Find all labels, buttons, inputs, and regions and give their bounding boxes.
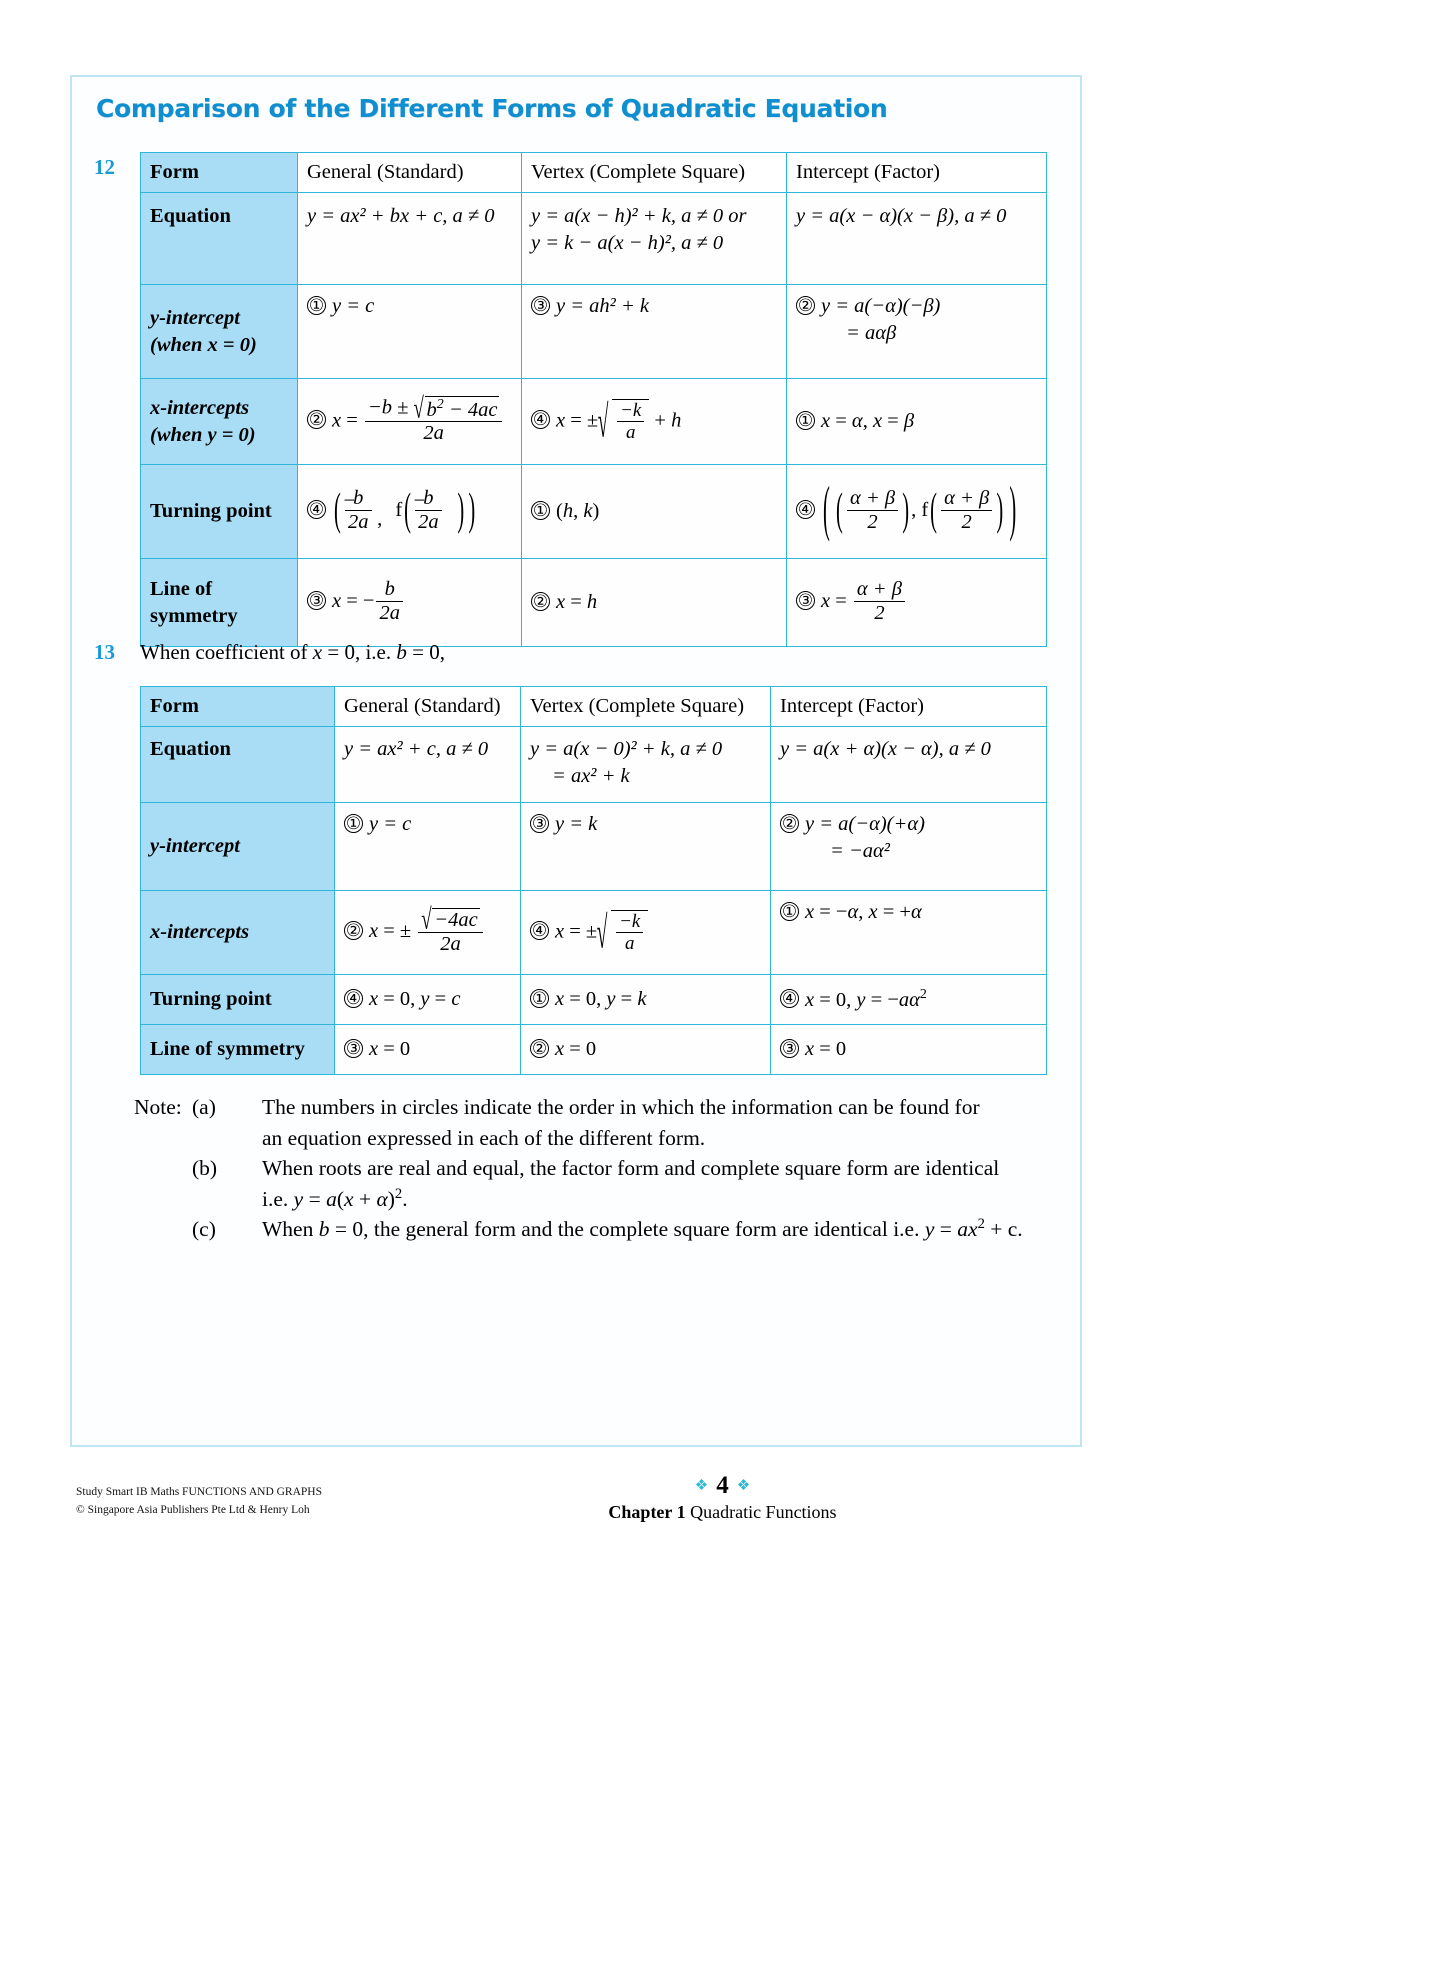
item-13-text: When coefficient of x = 0, i.e. b = 0, [140,640,445,664]
order-circle-4: ④ [345,989,362,1009]
table-row-y-intercept [141,285,1047,379]
quadratic-forms-table-2 [140,686,1047,1075]
notes-block [134,1092,1054,1245]
table1-x-intercepts-vertex: ④ x = ± √ $\frac{-k}{a}$ + h [522,379,787,465]
table2-y-intercept-vertex: ③ y = k [521,803,771,891]
table2-equation-intercept: y = a(x + α)(x − α), a ≠ 0 [771,727,1047,803]
table1-label-line-of-symmetry [141,559,298,647]
table-row-header [141,153,1047,193]
table1-line-of-symmetry-vertex: ② x = h [522,559,787,647]
note-a-line1: The numbers in circles indicate the order in which the information can be found for [262,1095,980,1119]
footer-center [0,1472,1445,1523]
note-tag-c: (c) [192,1217,216,1242]
table2-line-of-symmetry-general: ③ x = 0 [335,1025,521,1075]
item-number-13: 13 [94,640,115,664]
table2-turning-point-vertex: ① x = 0, y = k [521,975,771,1025]
table-row-turning-point [141,975,1047,1025]
table2-header-vertex: Vertex (Complete Square) [521,687,771,727]
table1-label-turning-point: Turning point [141,465,298,559]
table1-equation-intercept: y = a(x − α)(x − β), a ≠ 0 [787,193,1047,285]
table2-x-intercepts-vertex: ④ x = ± √ $\frac{-k}{a}$ [521,891,771,975]
table1-label-x-intercepts [141,379,298,465]
note-tag-a: (a) [192,1095,216,1119]
table2-label-y-intercept: y-intercept [141,803,335,891]
table2-x-intercepts-general: ② x = ± √ $\frac{-4ac}{2a}$ [335,891,521,975]
order-circle-2: ② [781,814,798,834]
order-circle-3: ③ [532,296,549,316]
table-row-x-intercepts [141,891,1047,975]
diamond-icon-right: ❖ [736,1478,751,1494]
table1-header-vertex: Vertex (Complete Square) [522,153,787,193]
table2-y-intercept-intercept: ② y = a(−α)(+α) = −aα² [771,803,1047,891]
table1-line-of-symmetry-general: ③ x = − $\frac{b}{2a}$ [298,559,522,647]
notes-spacer-c [134,1214,192,1245]
x-intercepts-label-line1: x-intercepts [150,396,250,419]
chapter-title: Quadratic Functions [690,1502,837,1522]
table1-header-form: Form [141,153,298,193]
order-circle-2: ② [532,592,549,612]
table-row-y-intercept [141,803,1047,891]
line-symmetry-label-line1: Line of [150,577,213,600]
order-circle-4: ④ [532,410,549,430]
x-intercepts-label-line2: (when y = 0) [150,423,256,446]
y-intercept-label-line2: (when x = 0) [150,333,257,356]
order-circle-1: ① [308,296,325,316]
note-tag-b: (b) [192,1156,218,1181]
note-b-line2: i.e. $y = a(x + \alpha)^2$. [262,1185,408,1211]
table2-label-turning-point: Turning point [141,975,335,1025]
order-circle-3: ③ [531,814,548,834]
notes-spacer-b [134,1153,192,1214]
note-a-line2: an equation expressed in each of the different form. [262,1125,706,1150]
table1-x-intercepts-intercept: ① x = α, x = β [787,379,1047,465]
page-number-row [0,1472,1445,1500]
table1-equation-vertex: y = a(x − h)² + k, a ≠ 0 or y = k − a(x − h)², a ≠ 0 [522,193,787,285]
table-row-equation [141,193,1047,285]
table2-y-intercept-general: ① y = c [335,803,521,891]
table-row-turning-point [141,465,1047,559]
table1-turning-point-general: ④ ( $\frac{b}{2a}$ −, f ( $\frac{b}{2a}$ − ) ) [298,465,522,559]
order-circle-4: ④ [797,500,814,520]
table2-equation-general: y = ax² + c, a ≠ 0 [335,727,521,803]
footer-book-title: Study Smart IB Maths FUNCTIONS AND GRAPHS [76,1486,323,1498]
table1-x-intercepts-general: ② x = $\frac{-b \pm √ b^2 - 4ac}{2a}$ [298,379,522,465]
table2-header-intercept: Intercept (Factor) [771,687,1047,727]
order-circle-3: ③ [781,1039,798,1059]
order-circle-3: ③ [308,591,325,611]
table2-header-general: General (Standard) [335,687,521,727]
table-row-header [141,687,1047,727]
footer-copyright: © Singapore Asia Publishers Pte Ltd & Henry Loh [76,1503,310,1516]
page-title: Comparison of the Different Forms of Quadratic Equation [96,94,888,123]
table2-label-line-of-symmetry: Line of symmetry [141,1025,335,1075]
y-intercept-label-line1: y-intercept [150,306,240,329]
table1-equation-general: y = ax² + bx + c, a ≠ 0 [298,193,522,285]
order-circle-1: ① [531,989,548,1009]
order-circle-3: ③ [797,591,814,611]
table1-label-equation: Equation [141,193,298,285]
order-circle-2: ② [531,1039,548,1059]
order-circle-3: ③ [345,1039,362,1059]
table-row-line-of-symmetry [141,1025,1047,1075]
table1-turning-point-intercept: ④ ( ( $\frac{\alpha + \beta}{2}$ ) , f ( $\frac{\alpha + \beta}{2}$ ) ) [787,465,1047,559]
table2-turning-point-general: ④ x = 0, y = c [335,975,521,1025]
order-circle-1: ① [345,814,362,834]
order-circle-4: ④ [531,921,548,941]
note-item-c [134,1214,1054,1245]
quadratic-forms-table-1 [140,152,1047,647]
table1-label-y-intercept [141,285,298,379]
table2-x-intercepts-intercept: ① x = −α, x = +α [771,891,1047,975]
table2-label-x-intercepts: x-intercepts [141,891,335,975]
order-circle-1: ① [781,902,798,922]
order-circle-2: ② [797,296,814,316]
line-symmetry-label-line2: symmetry [150,604,238,627]
order-circle-2: ② [308,410,325,430]
table2-turning-point-intercept: ④ x = 0, $y = -a\alpha^2$ [771,975,1047,1025]
table1-line-of-symmetry-intercept: ③ x = $\frac{\alpha + \beta}{2}$ [787,559,1047,647]
order-circle-4: ④ [308,500,325,520]
notes-heading: Note: [134,1095,182,1119]
table-row-x-intercepts [141,379,1047,465]
note-item-b [134,1153,1054,1214]
note-b-line1: When roots are real and equal, the factor form and complete square form are identical [262,1156,1000,1181]
table1-header-general: General (Standard) [298,153,522,193]
order-circle-4: ④ [781,989,798,1009]
chapter-line [0,1502,1445,1523]
table-row-line-of-symmetry [141,559,1047,647]
table2-line-of-symmetry-vertex: ② x = 0 [521,1025,771,1075]
table2-equation-vertex: y = a(x − 0)² + k, a ≠ 0 = ax² + k [521,727,771,803]
table2-label-equation: Equation [141,727,335,803]
table1-turning-point-vertex: ① (h, k) [522,465,787,559]
table1-y-intercept-general: ① y = c [298,285,522,379]
chapter-label: Chapter 1 [608,1502,686,1522]
table1-y-intercept-vertex: ③ y = ah² + k [522,285,787,379]
note-c-line1: When b = 0, the general form and the complete square form are identical i.e. $y = ax^2 + c$. [262,1216,1023,1242]
note-item-a [134,1092,1054,1153]
table-row-equation [141,727,1047,803]
order-circle-2: ② [345,921,362,941]
table2-line-of-symmetry-intercept: ③ x = 0 [771,1025,1047,1075]
diamond-icon-left: ❖ [694,1478,709,1494]
order-circle-1: ① [797,411,814,431]
page-number: 4 [716,1472,729,1499]
order-circle-1: ① [532,501,549,521]
table1-header-intercept: Intercept (Factor) [787,153,1047,193]
item-number-12: 12 [94,155,115,179]
table2-header-form: Form [141,687,335,727]
table1-y-intercept-intercept: ② y = a(−α)(−β) = aαβ [787,285,1047,379]
